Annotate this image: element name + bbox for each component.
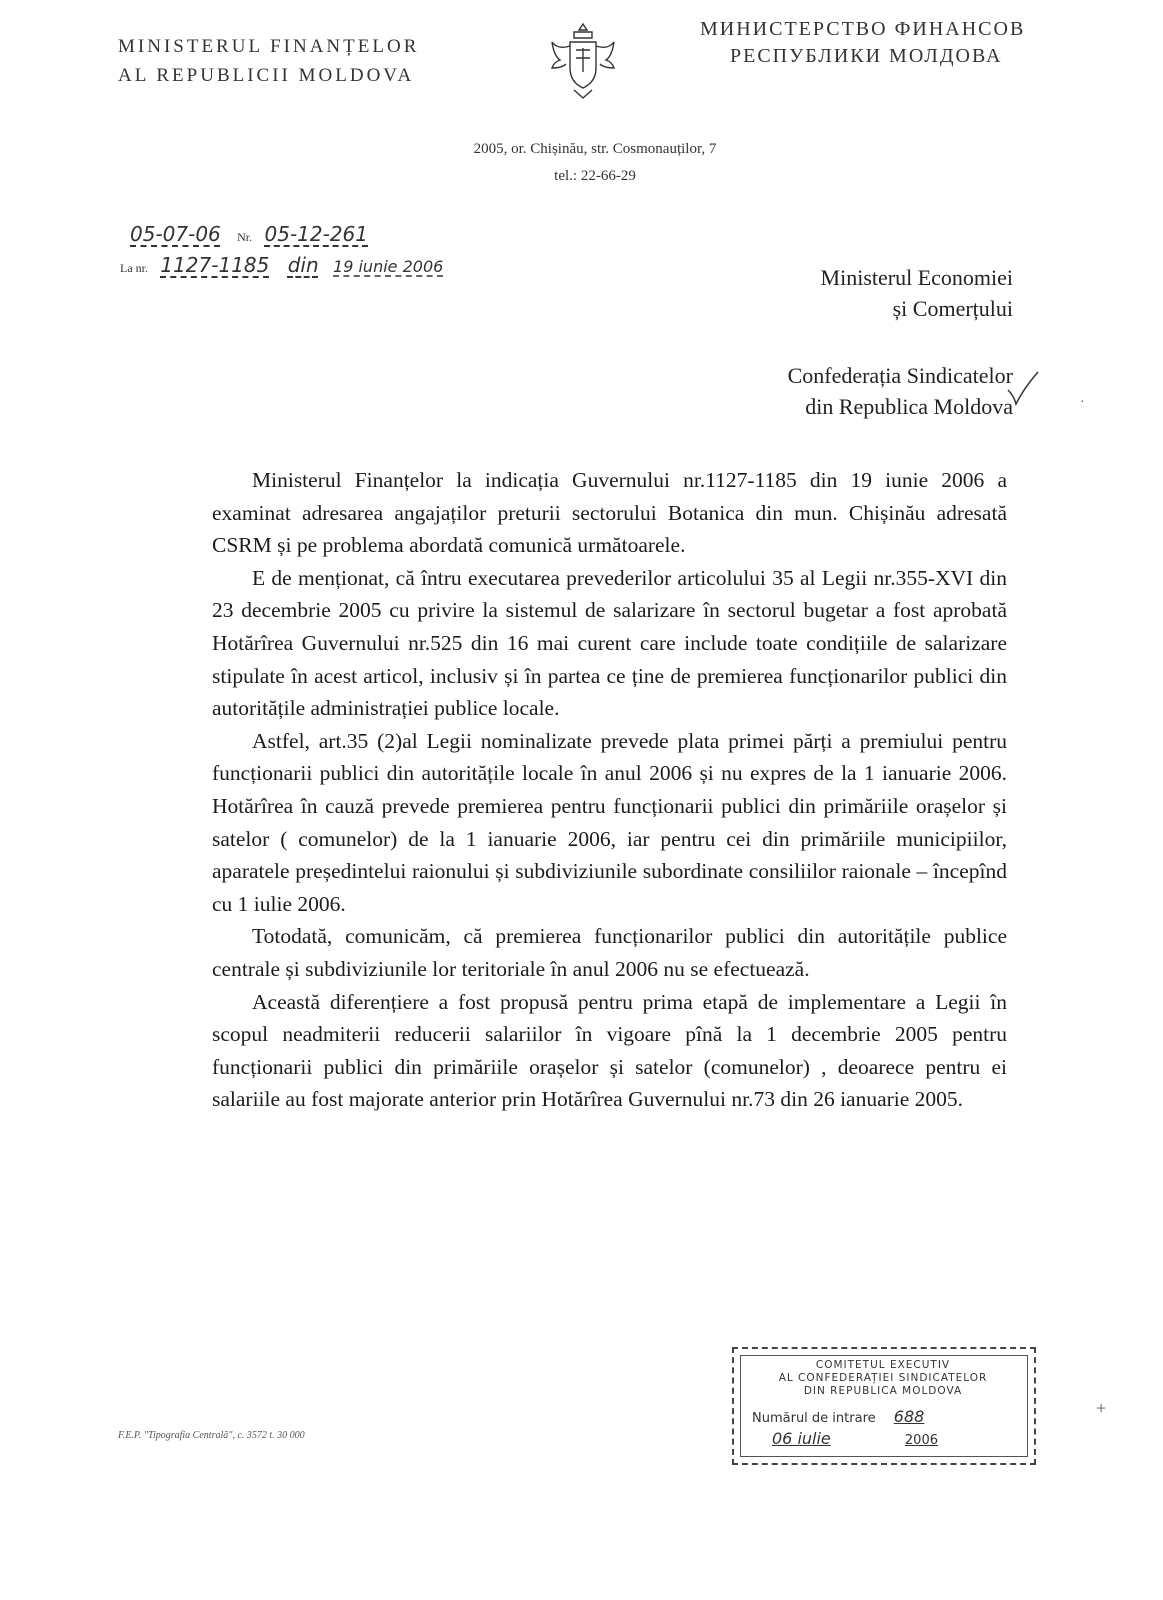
- paragraph-2: E de menționat, că întru executarea prevederilor articolului 35 al Legii nr.355-XVI din 23 decembrie 2005 cu privire la sistemul de salarizare în sectorul bugetar a fost aprobată Hotărîrea Guvernului nr.525 din 16 mai curent care include toate condițiile de salarizare stipulate în acest articol, inclusiv și în partea ce ține de premierea funcționarilor publici din autoritățile administrației publice locale.: [212, 565, 1007, 721]
- reference-nr-label: Nr.: [237, 230, 253, 244]
- incoming-reference: [120, 253, 443, 277]
- address-line: 2005, or. Chișinău, str. Cosmonauților, 7: [473, 141, 717, 157]
- stamp-reg-label: Numărul de intrare: [752, 1411, 876, 1426]
- ref-numbers: 1127-1185: [160, 253, 270, 277]
- margin-dot: ·: [1080, 395, 1085, 410]
- header-right-line2: РЕСПУБЛИКИ МОЛДОВА: [730, 45, 1003, 67]
- paragraph-5: Această diferențiere a fost propusă pentru prima etapă de implementare a Legii în scopul neadmiterii reducerii salariilor în vigoare pînă la 1 decembrie 2005 pentru funcționarii publici din primăriile orașelor și satelor (comunelor) , deoarece pentru ei salariile au fost majorate anterior prin Hotărîrea Guvernului nr.73 din 26 ianuarie 2005.: [212, 989, 1007, 1112]
- ref-date: 19 iunie 2006: [333, 257, 444, 276]
- addressee2-line1: Confederația Sindicatelor: [787, 363, 1013, 388]
- outgoing-reference: [130, 222, 368, 246]
- stamp-date-value: 06 iulie: [772, 1429, 831, 1448]
- reference-date: 05-07-06: [130, 222, 221, 246]
- la-nr-label: La nr.: [120, 261, 148, 275]
- ministry-name-russian: [700, 16, 1080, 70]
- check-mark-icon: [1002, 368, 1042, 412]
- addressee1-line2: și Comerțului: [892, 296, 1013, 321]
- stamp-line1: COMITETUL EXECUTIV: [815, 1359, 951, 1371]
- stamp-date: [752, 1429, 938, 1448]
- margin-cross: +: [1096, 1398, 1107, 1418]
- ref-din: din: [287, 253, 319, 277]
- reference-number: 05-12-261: [264, 222, 369, 246]
- coat-of-arms-icon: [548, 20, 618, 102]
- printer-imprint: F.E.P. "Tipografia Centrală", c. 3572 t. 30 000: [118, 1430, 305, 1441]
- paragraph-3: Astfel, art.35 (2)al Legii nominalizate prevede plata primei părți a premiului pentru funcționarii publici din autoritățile locale în anul 2006 și nu expres de la 1 ianuarie 2006. Hotărîrea în cauză prevede premierea pentru funcționarii publici din primăriile orașelor și satelor ( comunelor) de la 1 ianuarie 2006, iar pentru cei din primăriile municipiilor, aparatele președintelui raionului și subdiviziunile subordinate consiliilor raionale – începînd cu 1 iulie 2006.: [212, 728, 1007, 916]
- registration-stamp: [732, 1347, 1036, 1465]
- phone-line: tel.: 22-66-29: [554, 168, 636, 184]
- stamp-year: 2006: [904, 1433, 938, 1448]
- addressee1-line1: Ministerul Economiei: [820, 265, 1013, 290]
- letter-body: [212, 464, 1007, 1116]
- stamp-reg-number: 688: [893, 1407, 925, 1426]
- stamp-registration: [752, 1407, 924, 1426]
- ministry-name-romanian: [118, 32, 458, 90]
- stamp-line3: DIN REPUBLICA MOLDOVA: [803, 1385, 963, 1397]
- header-left-line2: AL REPUBLICII MOLDOVA: [118, 65, 415, 86]
- header-left-line1: MINISTERUL FINANȚELOR: [118, 36, 420, 57]
- header-right-line1: МИНИСТЕРСТВО ФИНАНСОВ: [700, 18, 1026, 40]
- addressee2-line2: din Republica Moldova: [805, 394, 1013, 419]
- stamp-line2: AL CONFEDERAȚIEI SINDICATELOR: [778, 1372, 988, 1384]
- addressee-confederation: [633, 360, 1013, 422]
- stamp-title: [748, 1359, 1018, 1398]
- paragraph-4: Totodată, comunicăm, că premierea funcționarilor publici din autoritățile publice centrale și subdiviziunile lor teritoriale în anul 2006 nu se efectuează.: [212, 924, 1007, 981]
- paragraph-1: Ministerul Finanțelor la indicația Guvernului nr.1127-1185 din 19 iunie 2006 a examinat adresarea angajaților preturii sectorului Botanica din mun. Chișinău adresată CSRM și pe problema abordată comunică următoarele.: [212, 468, 1007, 558]
- addressee-ministry-economy: [633, 262, 1013, 324]
- ministry-address: [380, 136, 810, 190]
